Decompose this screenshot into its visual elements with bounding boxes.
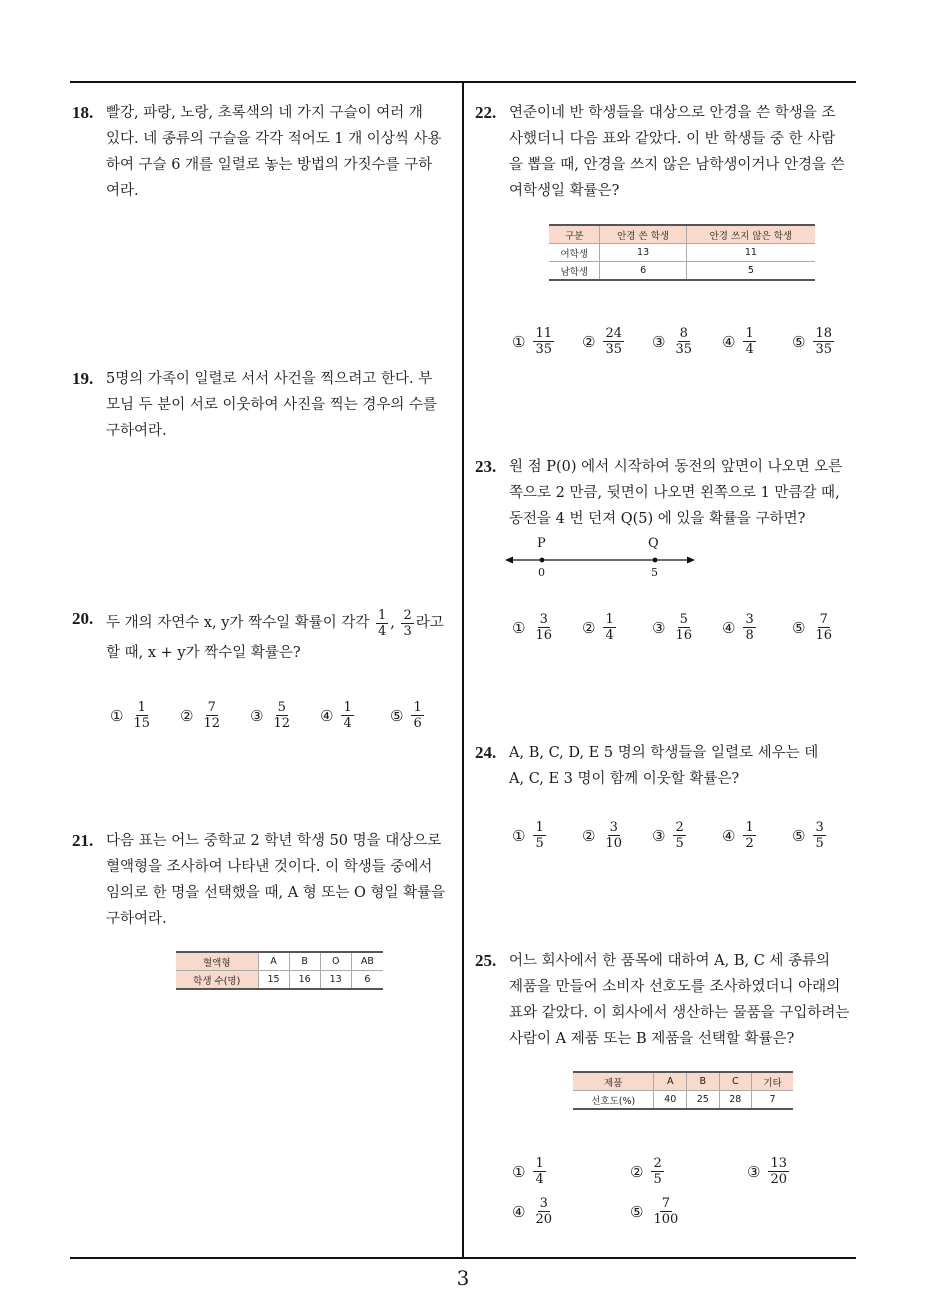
question-number: 23.: [475, 457, 497, 476]
question-text: 두 개의 자연수 x, y가 짝수일 확률이 각각 $\frac{1}{4}$ , $\frac{2}{3}$ 라고 할 때, x + y가 짝수일 확률은?: [106, 607, 444, 661]
question-text: A, B, C, D, E 5 명의 학생들을 일렬로 세우는 데 A, C, E 3 명이 함께 이웃할 확률은?: [509, 745, 819, 787]
question-18: [72, 100, 456, 204]
question-text: 5명의 가족이 일렬로 서서 사건을 찍으려고 한다. 부 모님 두 분이 서로 이웃하여 사진을 찍는 경우의 수를 구하여라.: [106, 371, 438, 439]
question-22: [475, 100, 859, 204]
question-25: [475, 948, 859, 1052]
table-row: 남학생 6 5: [549, 262, 815, 281]
blood-type-table: [176, 951, 383, 990]
choice-5[interactable]: ⑤ $\frac{18}{35}$: [792, 326, 832, 357]
choice-5[interactable]: ⑤ $\frac{7}{100}$: [630, 1196, 679, 1227]
glasses-table: [549, 224, 815, 281]
choice-1[interactable]: ① $\frac{3}{16}$: [512, 612, 552, 643]
question-text: 빨강, 파랑, 노랑, 초록색의 네 가지 구슬이 여러 개 있다. 네 종류의 구슬을 각각 적어도 1 개 이상씩 사용 하여 구슬 6 개를 일렬로 놓는 방법의 가짓수를 구하 여라.: [106, 105, 442, 199]
table-row: 학생 수(명) 15 16 13 6: [176, 971, 383, 990]
question-number: 20.: [72, 609, 94, 628]
choice-2[interactable]: ② $\frac{24}{35}$: [582, 326, 622, 357]
choice-3[interactable]: ③ $\frac{8}{35}$: [652, 326, 692, 357]
choice-3[interactable]: ③ $\frac{5}{16}$: [652, 612, 692, 643]
table-header-row: 구분 안경 쓴 학생 안경 쓰지 않은 학생: [549, 225, 815, 244]
choice-2[interactable]: ② $\frac{7}{12}$: [180, 700, 220, 731]
question-21: [72, 828, 456, 932]
choice-5[interactable]: ⑤ $\frac{7}{16}$: [792, 612, 832, 643]
page-number: 3: [456, 1266, 470, 1290]
table-row: 여학생 13 11: [549, 244, 815, 262]
choice-4[interactable]: ④ $\frac{1}{4}$: [320, 700, 352, 731]
point-q-label: Q: [648, 536, 659, 551]
choice-1[interactable]: ① $\frac{11}{35}$: [512, 326, 552, 357]
question-number: 18.: [72, 103, 94, 122]
fraction: $\frac{1}{4}$: [377, 607, 387, 639]
choice-2[interactable]: ② $\frac{1}{4}$: [582, 612, 614, 643]
choice-3[interactable]: ③ $\frac{13}{20}$: [747, 1156, 787, 1187]
choice-4[interactable]: ④ $\frac{3}{20}$: [512, 1196, 552, 1227]
table-header-row: 혈액형 A B O AB: [176, 952, 383, 971]
choice-4[interactable]: ④ $\frac{3}{8}$: [722, 612, 754, 643]
question-number: 21.: [72, 831, 94, 850]
question-number: 24.: [475, 743, 497, 762]
preference-table: [573, 1071, 793, 1110]
question-number: 22.: [475, 103, 497, 122]
point-p-value: 0: [538, 566, 545, 579]
table-row: 선호도(%) 40 25 28 7: [573, 1091, 793, 1110]
question-text: 연준이네 반 학생들을 대상으로 안경을 쓴 학생을 조 사했더니 다음 표와 같았다. 이 반 학생들 중 한 사람 을 뽑을 때, 안경을 쓰지 않은 남학생이거나 안경을 쓴 여학생일 확률은?: [509, 105, 845, 199]
table-header-row: 제품 A B C 기타: [573, 1072, 793, 1091]
choice-5[interactable]: ⑤ $\frac{1}{6}$: [390, 700, 422, 731]
number-line-figure: [505, 536, 705, 582]
choice-4[interactable]: ④ $\frac{1}{4}$: [722, 326, 754, 357]
point-p-label: P: [537, 536, 546, 551]
question-20: [72, 606, 456, 666]
question-text: 어느 회사에서 한 품목에 대하여 A, B, C 세 종류의 제품을 만들어 소비자 선호도를 조사하였더니 아래의 표와 같았다. 이 회사에서 생산하는 물품을 구입하려는 사람이 A 제품 또는 B 제품을 선택할 확률은?: [509, 953, 850, 1047]
fraction: $\frac{2}{3}$: [403, 607, 412, 639]
choice-2[interactable]: ② $\frac{3}{10}$: [582, 820, 622, 851]
question-24: [475, 740, 859, 792]
choice-1[interactable]: ① $\frac{1}{15}$: [110, 700, 150, 731]
choice-4[interactable]: ④ $\frac{1}{2}$: [722, 820, 754, 851]
question-text: 다음 표는 어느 중학교 2 학년 학생 50 명을 대상으로 혈액형을 조사하여 나타낸 것이다. 이 학생들 중에서 임의로 한 명을 선택했을 때, A 형 또는 O 형일 확률을 구하여라.: [106, 833, 446, 927]
choice-2[interactable]: ② $\frac{2}{5}$: [630, 1156, 662, 1187]
point-q-value: 5: [651, 566, 658, 579]
question-text: 원 점 P(0) 에서 시작하여 동전의 앞면이 나오면 오른 쪽으로 2 만큼, 뒷면이 나오면 왼쪽으로 1 만큼갈 때, 동전을 4 번 던져 Q(5) 에 있을 확률을 구하면?: [509, 459, 843, 527]
question-19: [72, 366, 456, 444]
choice-1[interactable]: ① $\frac{1}{4}$: [512, 1156, 544, 1187]
number-line: [505, 553, 705, 567]
column-divider: [462, 82, 464, 1258]
choice-1[interactable]: ① $\frac{1}{5}$: [512, 820, 544, 851]
question-number: 19.: [72, 369, 94, 388]
choice-3[interactable]: ③ $\frac{5}{12}$: [250, 700, 290, 731]
choice-3[interactable]: ③ $\frac{2}{5}$: [652, 820, 684, 851]
question-number: 25.: [475, 951, 497, 970]
choice-5[interactable]: ⑤ $\frac{3}{5}$: [792, 820, 824, 851]
question-23: [475, 454, 859, 532]
